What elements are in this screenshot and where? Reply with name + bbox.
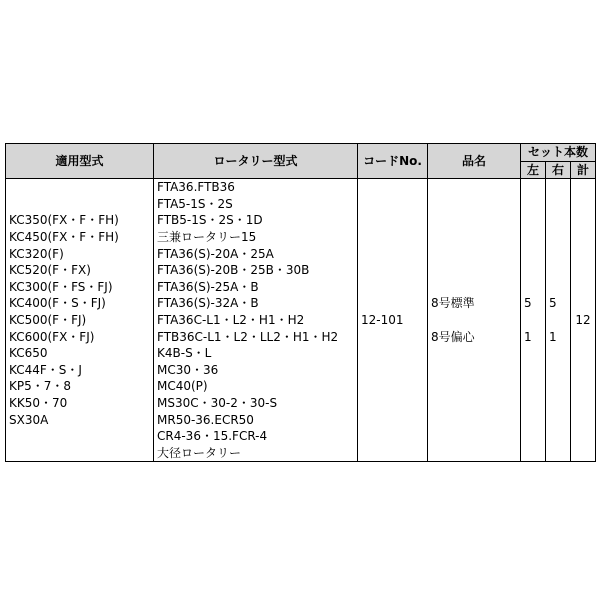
code-no-value: 12-101 bbox=[361, 312, 404, 327]
parts-spec-table bbox=[5, 143, 596, 462]
product-name-1: 8号標準 bbox=[431, 295, 475, 310]
header-row bbox=[6, 144, 596, 162]
list-item: KC300(F・FS・FJ) bbox=[9, 279, 113, 294]
list-item: KC400(F・S・FJ) bbox=[9, 296, 106, 311]
list-item: KC44F・S・J bbox=[9, 362, 82, 377]
list-item: MC40(P) bbox=[157, 379, 208, 394]
list-item: MS30C・30-2・30-S bbox=[157, 395, 278, 410]
header-product-name: 品名 bbox=[428, 144, 521, 179]
rotary-models-cell bbox=[154, 179, 358, 462]
list-item: KC450(FX・F・FH) bbox=[9, 229, 119, 244]
list-item: KC350(FX・F・FH) bbox=[9, 213, 119, 228]
list-item: CR4-36・15.FCR-4 bbox=[157, 429, 268, 444]
list-item: KK50・70 bbox=[9, 395, 68, 410]
list-item: KC520(F・FX) bbox=[9, 263, 91, 278]
code-no-cell bbox=[358, 179, 428, 462]
list-item: KC600(FX・FJ) bbox=[9, 329, 95, 344]
header-rotary-models: ロータリー型式 bbox=[154, 144, 358, 179]
header-left: 左 bbox=[521, 161, 546, 179]
list-item: 大径ロータリー bbox=[157, 445, 242, 460]
list-item: FTB5-1S・2S・1D bbox=[157, 213, 263, 228]
list-item: FTA36.FTB36 bbox=[157, 180, 235, 195]
list-item: FTA36(S)-20A・25A bbox=[157, 246, 274, 261]
list-item: KP5・7・8 bbox=[9, 379, 72, 394]
list-item: FTA5-1S・2S bbox=[157, 196, 233, 211]
list-item: FTA36(S)-20B・25B・30B bbox=[157, 263, 310, 278]
left-count-2: 1 bbox=[524, 329, 532, 344]
header-set-count: セット本数 bbox=[521, 144, 596, 162]
header-applicable-models: 適用型式 bbox=[6, 144, 154, 179]
left-count-1: 5 bbox=[524, 295, 532, 310]
applicable-models-cell bbox=[6, 179, 154, 462]
product-name-cell bbox=[428, 179, 521, 462]
header-right: 右 bbox=[546, 161, 571, 179]
list-item: KC320(F) bbox=[9, 246, 64, 261]
list-item: MC30・36 bbox=[157, 362, 219, 377]
list-item: KC500(F・FJ) bbox=[9, 312, 87, 327]
left-count-cell bbox=[521, 179, 546, 462]
right-count-1: 5 bbox=[549, 295, 557, 310]
right-count-cell bbox=[546, 179, 571, 462]
right-count-2: 1 bbox=[549, 329, 557, 344]
total-count-value: 12 bbox=[575, 312, 591, 327]
list-item: FTB36C-L1・L2・LL2・H1・H2 bbox=[157, 329, 339, 344]
product-name-2: 8号偏心 bbox=[431, 329, 475, 344]
list-item: FTA36(S)-32A・B bbox=[157, 296, 259, 311]
list-item: K4B-S・L bbox=[157, 346, 212, 361]
list-item: FTA36(S)-25A・B bbox=[157, 279, 259, 294]
list-item: KC650 bbox=[9, 346, 48, 361]
header-total: 計 bbox=[571, 161, 596, 179]
total-count-cell bbox=[571, 179, 596, 462]
list-item: SX30A bbox=[9, 412, 49, 427]
table-row bbox=[6, 179, 596, 462]
list-item: 三兼ロータリー15 bbox=[157, 229, 257, 244]
list-item: MR50-36.ECR50 bbox=[157, 412, 254, 427]
header-code-no: コードNo. bbox=[358, 144, 428, 179]
list-item: FTA36C-L1・L2・H1・H2 bbox=[157, 312, 305, 327]
